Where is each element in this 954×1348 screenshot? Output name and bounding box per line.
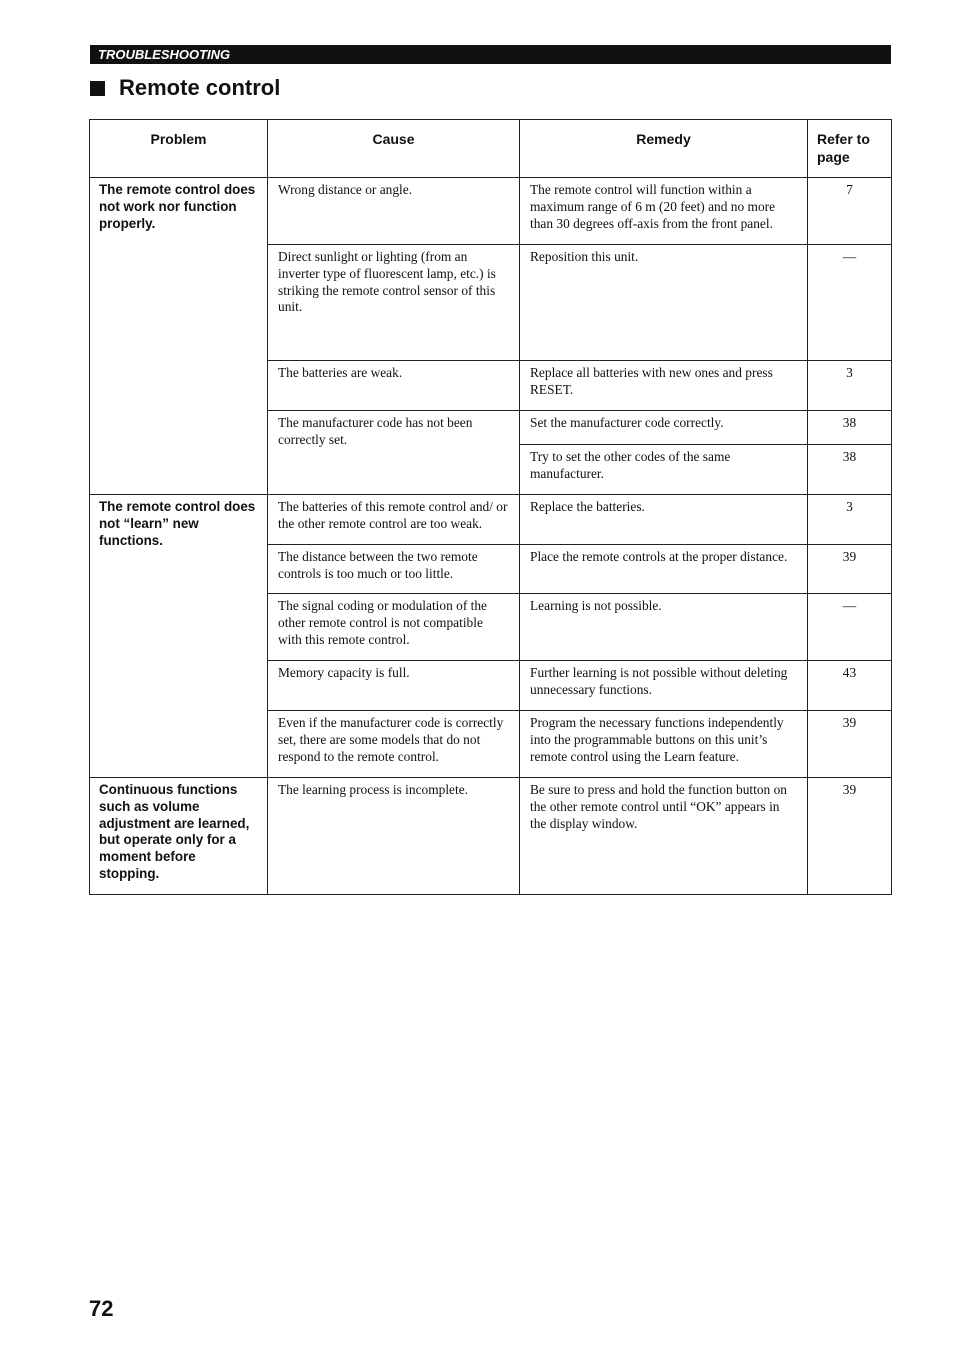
remedy-cell: Set the manufacturer code correctly. [520,411,808,445]
cause-cell: Direct sunlight or lighting (from an inverter type of fluorescent lamp, etc.) is striking the remote control sensor of this unit. [268,245,520,361]
remedy-cell: The remote control will function within a maximum range of 6 m (20 feet) and no more than 30 degrees off-axis from the front panel. [520,178,808,245]
cause-cell: The signal coding or modulation of the other remote control is not compatible with this remote control. [268,594,520,661]
page-title-text: Remote control [119,75,281,100]
remedy-cell: Learning is not possible. [520,594,808,661]
cause-cell: Even if the manufacturer code is correctly set, there are some models that do not respond to the remote control. [268,711,520,778]
table-row [90,495,892,545]
remedy-cell: Replace the batteries. [520,495,808,545]
table-row [90,778,892,895]
remedy-cell: Reposition this unit. [520,245,808,361]
cause-cell: The batteries are weak. [268,361,520,411]
cause-cell: Memory capacity is full. [268,661,520,711]
remedy-cell: Program the necessary functions independently into the programmable buttons on this unit’s remote control using the Learn feature. [520,711,808,778]
square-bullet-icon [90,81,105,96]
cause-cell: The batteries of this remote control and/ or the other remote control are too weak. [268,495,520,545]
cause-cell: The distance between the two remote controls is too much or too little. [268,545,520,594]
remedy-cell: Replace all batteries with new ones and press RESET. [520,361,808,411]
page-title [90,74,280,102]
page-ref-cell: 39 [808,545,892,594]
page-ref-cell: 3 [808,361,892,411]
page-ref-cell: 43 [808,661,892,711]
troubleshooting-table [89,119,892,895]
page-ref-cell: 7 [808,178,892,245]
section-header-bar [90,45,891,64]
header-cause: Cause [268,120,520,178]
page-ref-cell: 38 [808,411,892,445]
table-row [90,178,892,245]
remedy-cell: Place the remote controls at the proper distance. [520,545,808,594]
page-number: 72 [89,1296,114,1321]
header-remedy: Remedy [520,120,808,178]
table-header-row [90,120,892,178]
cause-cell: Wrong distance or angle. [268,178,520,245]
cause-cell: The learning process is incomplete. [268,778,520,895]
page-ref-cell: 3 [808,495,892,545]
header-page: Refer to page [808,120,892,178]
problem-cell: The remote control does not work nor function properly. [90,178,268,495]
page-ref-cell: — [808,245,892,361]
remedy-cell: Try to set the other codes of the same manufacturer. [520,445,808,495]
page-ref-cell: 38 [808,445,892,495]
page-ref-cell: 39 [808,778,892,895]
header-problem: Problem [90,120,268,178]
cause-cell: The manufacturer code has not been correctly set. [268,411,520,495]
problem-cell: The remote control does not “learn” new functions. [90,495,268,778]
remedy-cell: Be sure to press and hold the function button on the other remote control until “OK” appears in the display window. [520,778,808,895]
problem-cell: Continuous functions such as volume adjustment are learned, but operate only for a moment before stopping. [90,778,268,895]
page-ref-cell: — [808,594,892,661]
remedy-cell: Further learning is not possible without deleting unnecessary functions. [520,661,808,711]
section-label: TROUBLESHOOTING [98,47,231,62]
page-ref-cell: 39 [808,711,892,778]
